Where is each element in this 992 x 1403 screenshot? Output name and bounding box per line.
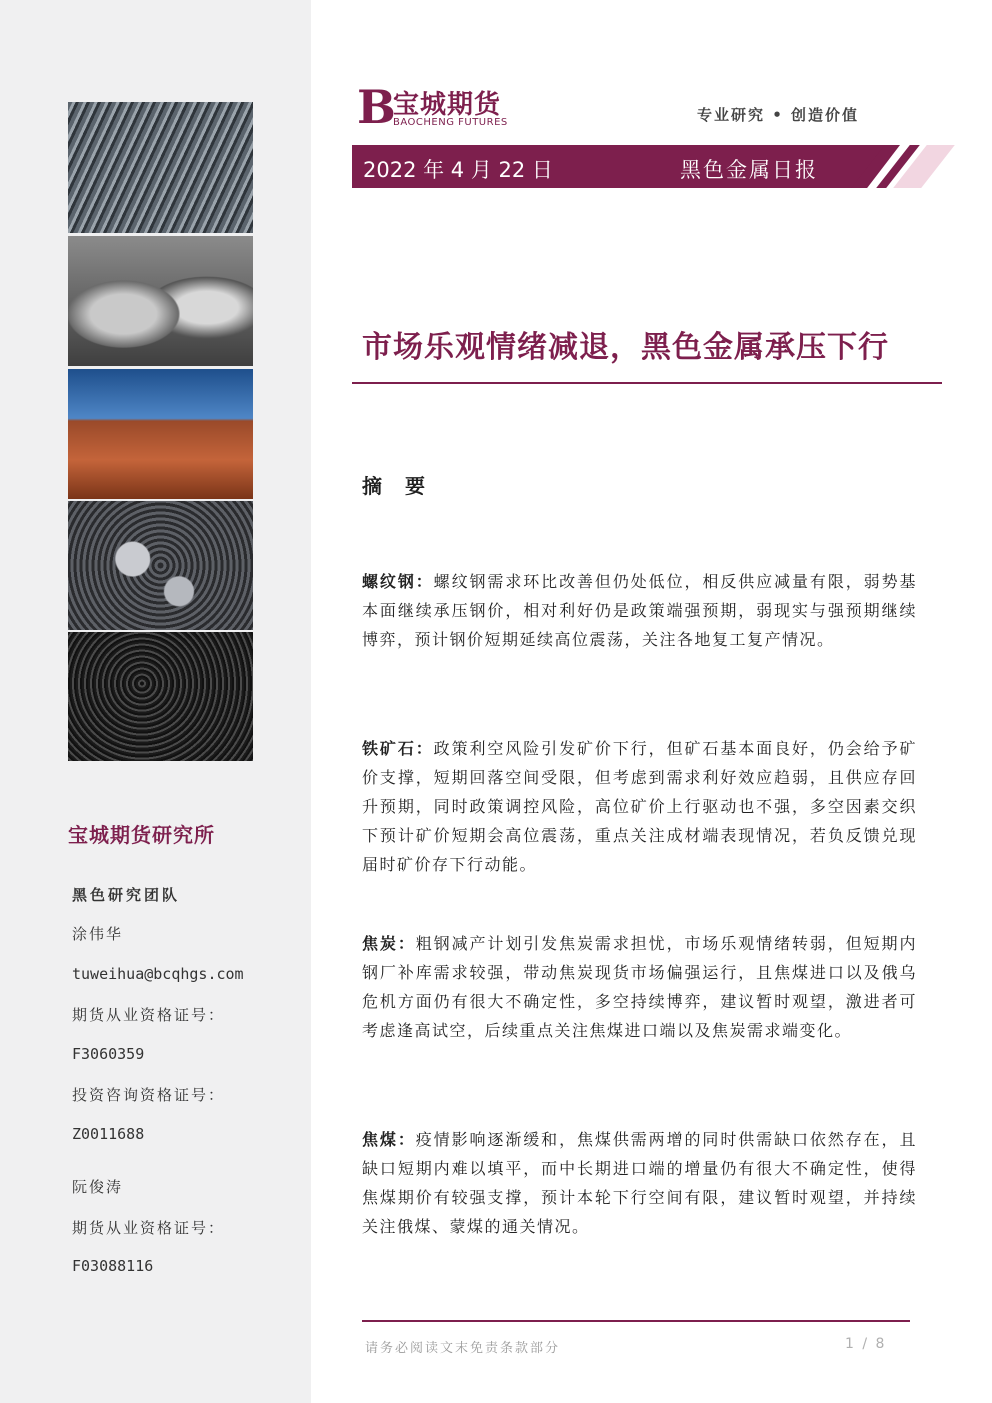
coke-photo [68,632,253,761]
coal-photo [68,501,253,630]
section-text: 政策利空风险引发矿价下行，但矿石基本面良好，仍会给予矿价支撑，短期回落空间受限，但考虑到需求利好效应趋弱，且供应存回升预期，同时政策调控风险，高位矿价上行驱动也不强，多空因素交织下预计矿价短期会高位震荡，重点关注成材端表现情况，若负反馈兑现届时矿价存下行动能。 [362,739,917,874]
license-label: 投资咨询资格证号： [72,1086,226,1104]
section-lead: 焦炭： [362,934,416,953]
license-number: Z0011688 [72,1125,145,1143]
logo-chinese: 宝城期货 [393,90,502,120]
section-coking-coal [362,1125,917,1241]
disclaimer-note: 请务必阅读文末免责条款部分 [365,1341,561,1356]
report-type: 黑色金属日报 [680,158,818,182]
license-label: 期货从业资格证号： [72,1219,226,1237]
license-number: F03088116 [72,1257,154,1275]
logo-english: BAOCHENG FUTURES [393,117,508,128]
company-logo [357,80,527,134]
page-number: 1 / 8 [845,1336,887,1352]
section-text: 螺纹钢需求环比改善但仍处低位，相反供应减量有限，弱势基本面继续承压钢价，相对利好仍是政策端强预期，弱现实与强预期继续博弈，预计钢价短期延续高位震荡，关注各地复工复产情况。 [362,572,917,649]
footer-divider [362,1320,910,1322]
iron-ore-photo [68,369,253,499]
analyst-name: 涂伟华 [72,925,124,943]
report-title: 市场乐观情绪减退，黑色金属承压下行 [362,330,889,365]
section-text: 疫情影响逐渐缓和，焦煤供需两增的同时供需缺口依然存在，且缺口短期内难以填平，而中长期进口端的增量仍有很大不确定性，使得焦煤期价有较强支撑，预计本轮下行空间有限，建议暂时观望，并持续关注俄煤、蒙煤的通关情况。 [362,1130,917,1236]
report-date: 2022 年 4 月 22 日 [363,158,553,182]
steel-coil-photo [68,236,253,366]
team-name: 黑色研究团队 [72,886,181,904]
institute-name: 宝城期货研究所 [68,823,215,847]
section-coke [362,929,917,1045]
analyst-email[interactable]: tuweihua@bcqhgs.com [72,965,244,983]
analyst-name: 阮俊涛 [72,1178,124,1196]
section-lead: 焦煤： [362,1130,416,1149]
sidebar [0,0,311,1403]
section-iron-ore [362,734,917,879]
abstract-heading: 摘 要 [362,474,433,498]
license-number: F3060359 [72,1045,145,1063]
section-rebar [362,567,917,654]
license-label: 期货从业资格证号： [72,1006,226,1024]
logo-mark-icon: B [357,80,396,134]
title-divider [352,382,942,384]
section-lead: 螺纹钢： [362,572,434,591]
section-lead: 铁矿石： [362,739,434,758]
slogan: 专业研究 • 创造价值 [697,106,860,124]
section-text: 粗钢减产计划引发焦炭需求担忧，市场乐观情绪转弱，但短期内钢厂补库需求较强，带动焦炭现货市场偏强运行，且焦煤进口以及俄乌危机方面仍有很大不确定性，多空持续博弈，建议暂时观望，激进者可考虑逢高试空，后续重点关注焦煤进口端以及焦炭需求端变化。 [362,934,917,1040]
rebar-photo [68,102,253,233]
